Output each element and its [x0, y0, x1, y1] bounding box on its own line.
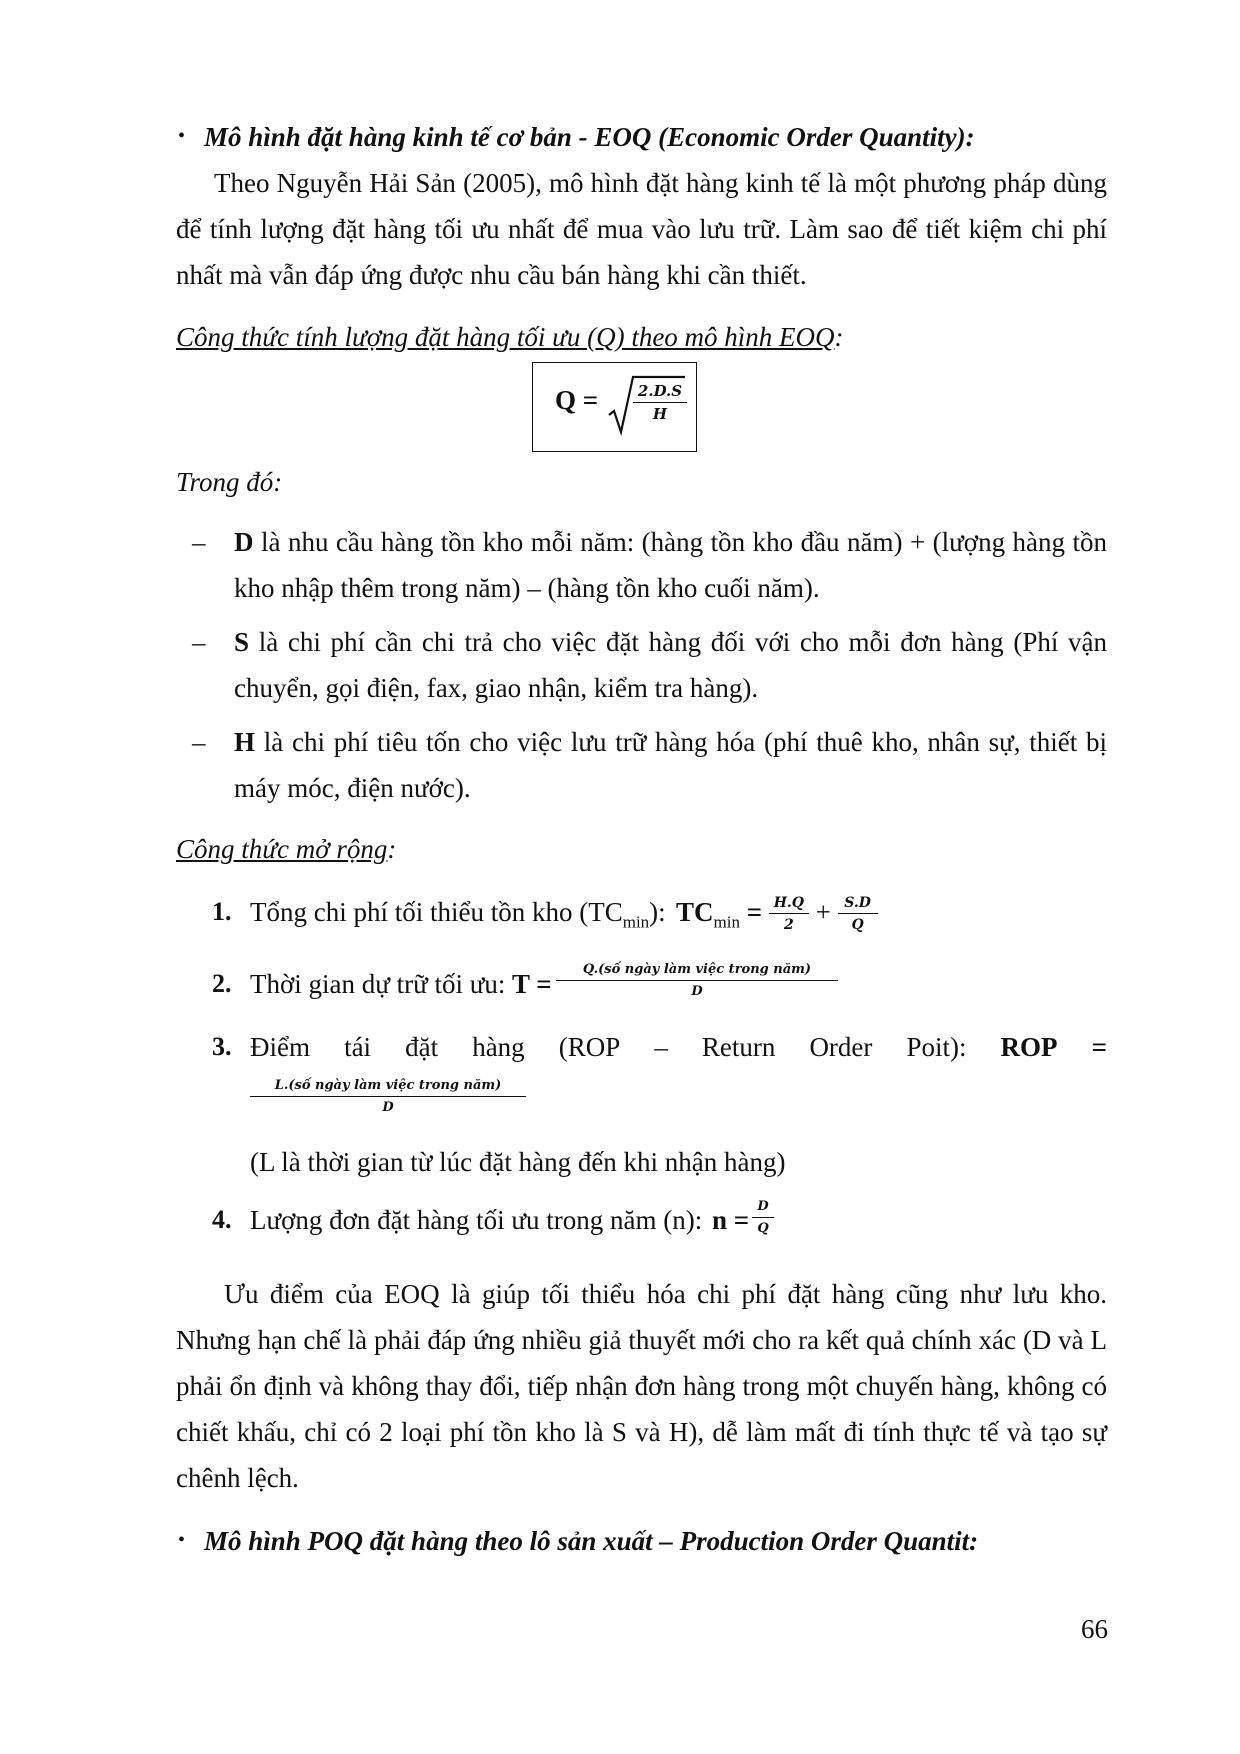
- def-d-line-1: D là nhu cầu hàng tồn kho mỗi năm: (hàng tồn kho đầu năm) + (lượng hàng tồn: [234, 527, 1108, 557]
- def-d-line-2: kho nhập thêm trong năm) – (hàng tồn kho cuối năm).: [234, 573, 820, 603]
- intro-line-1: Theo Nguyễn Hải Sản (2005), mô hình đặt hàng kinh tế là một phương pháp dùng: [214, 168, 1107, 198]
- section-heading-poq: Mô hình POQ đặt hàng theo lô sản xuất – Production Order Quantit:: [204, 1526, 979, 1556]
- item-number-4: 4.: [212, 1205, 232, 1234]
- item-number-3: 3.: [212, 1032, 232, 1061]
- section-heading-eoq: Mô hình đặt hàng kinh tế cơ bản - EOQ (Economic Order Quantity):: [204, 122, 975, 152]
- n-fraction: $\frac{D}{Q}$: [752, 1197, 774, 1240]
- item-3-line: Điểm tái đặt hàng (ROP – Return Order Poit): ROP =: [250, 1032, 1107, 1062]
- formula-heading: Công thức tính lượng đặt hàng tối ưu (Q) theo mô hình EOQ:: [176, 322, 844, 352]
- tc-fraction-2: $\frac{S.D}{Q}$: [838, 893, 878, 936]
- page-number: 66: [1081, 1614, 1108, 1644]
- rop-fraction: L.(số ngày làm việc trong năm) D: [250, 1076, 526, 1119]
- item-2-lhs: T =: [512, 969, 552, 999]
- eoq-denominator: H: [652, 405, 668, 423]
- tc-fraction-1: $\frac{H.Q}{2}$: [769, 893, 809, 936]
- item-3-note: (L là thời gian từ lúc đặt hàng đến khi nhận hàng): [250, 1147, 786, 1177]
- summary-line-2: Nhưng hạn chế là phải đáp ứng nhiều giả thuyết mới cho ra kết quả chính xác (D và L: [176, 1325, 1107, 1355]
- item-4-text: Lượng đơn đặt hàng tối ưu trong năm (n):: [250, 1205, 703, 1235]
- summary-line-3: phải ổn định và không thay đổi, tiếp nhận đơn hàng trong một chuyến hàng, không có: [176, 1371, 1107, 1401]
- def-s-line-2: chuyển, gọi điện, fax, giao nhận, kiểm tra hàng).: [234, 673, 759, 703]
- eoq-numerator: 2.D.S: [633, 380, 687, 403]
- bullet-icon: •: [178, 125, 186, 147]
- eoq-lhs: Q =: [555, 385, 599, 415]
- intro-line-2: để tính lượng đặt hàng tối ưu nhất để mua vào lưu trữ. Làm sao để tiết kiệm chi phí: [176, 214, 1107, 244]
- summary-line-5: chênh lệch.: [176, 1463, 299, 1493]
- summary-line-1: Ưu điểm của EOQ là giúp tối thiểu hóa chi phí đặt hàng cũng như lưu kho.: [224, 1279, 1107, 1309]
- item-2-text: Thời gian dự trữ tối ưu:: [250, 969, 506, 999]
- def-h-line-1: H là chi phí tiêu tốn cho việc lưu trữ hàng hóa (phí thuê kho, nhân sự, thiết bị: [234, 727, 1108, 757]
- t-fraction: Q.(số ngày làm việc trong năm) D: [556, 960, 838, 1003]
- dash-icon: –: [192, 527, 206, 557]
- item-number-1: 1.: [212, 897, 232, 926]
- item-1-text: Tổng chi phí tối thiểu tồn kho $(TC_{min})$:: [250, 897, 666, 932]
- def-h-line-2: máy móc, điện nước).: [234, 773, 471, 803]
- item-1-formula: $TC_{min}$ = $\frac{H.Q}{2}$ + $\frac{S.D}{Q}$: [676, 888, 878, 946]
- item-number-2: 2.: [212, 969, 232, 998]
- dash-icon: –: [192, 627, 206, 657]
- eoq-fraction: [633, 380, 687, 425]
- ext-heading: Công thức mở rộng:: [176, 834, 397, 864]
- bullet-icon: •: [178, 1529, 186, 1551]
- def-s-line-1: S là chi phí cần chi trả cho việc đặt hàng đối với cho mỗi đơn hàng (Phí vận: [234, 627, 1108, 657]
- item-4-lhs: n =: [712, 1205, 750, 1235]
- summary-line-4: chiết khấu, chỉ có 2 loại phí tồn kho là S và H), dễ làm mất đi tính thực tế và tạo sự: [176, 1417, 1107, 1447]
- eoq-formula-box: [532, 362, 697, 452]
- intro-line-3: nhất mà vẫn đáp ứng được nhu cầu bán hàng khi cần thiết.: [176, 260, 807, 290]
- trong-do-label: Trong đó:: [176, 467, 283, 497]
- dash-icon: –: [192, 727, 206, 757]
